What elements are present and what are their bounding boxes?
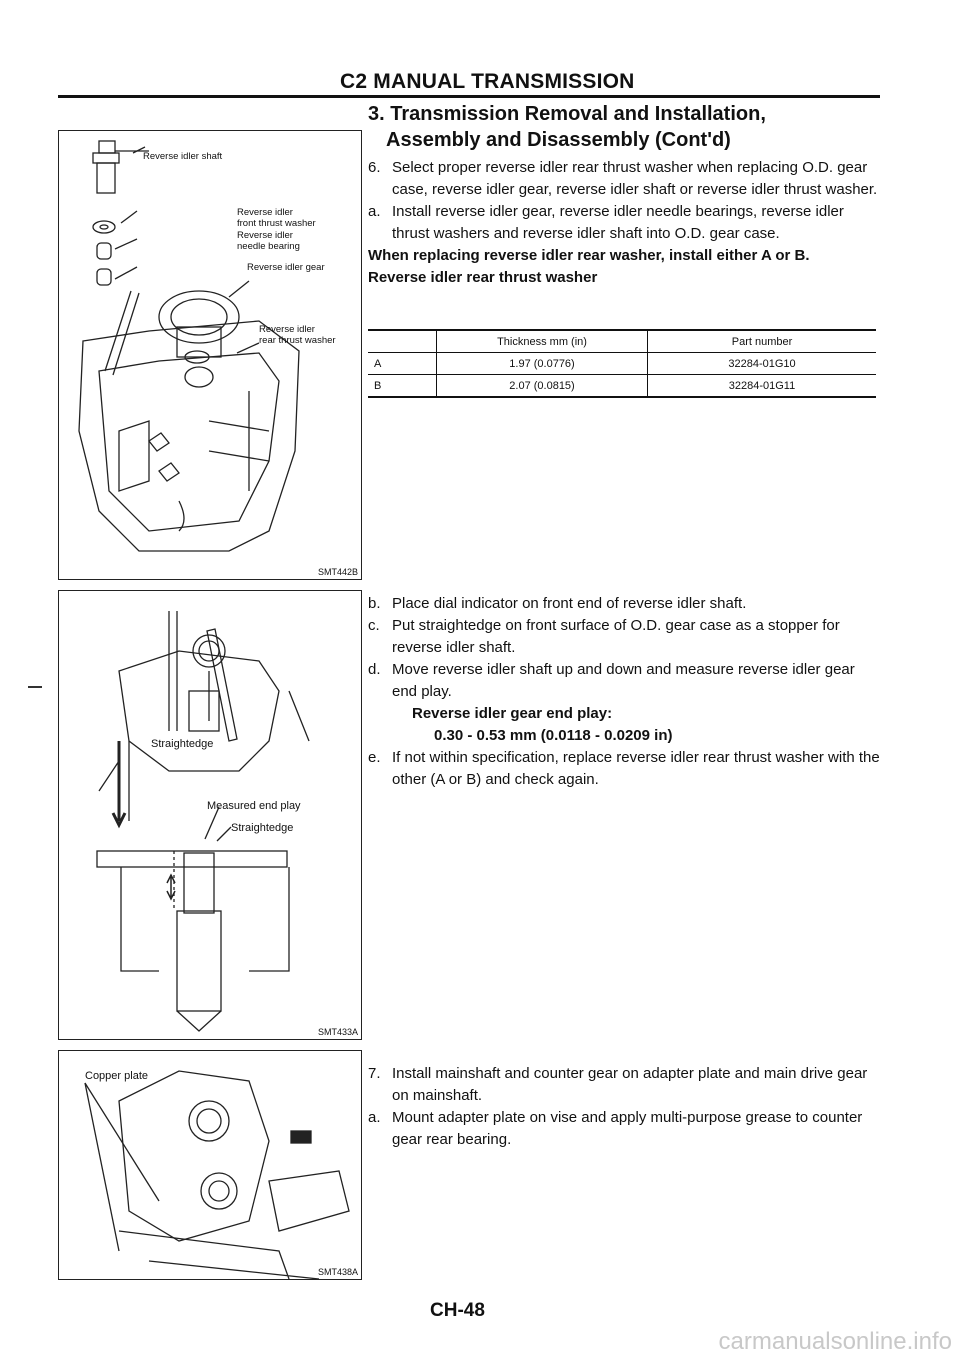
reverse-idler-parts-drawing [59, 131, 361, 579]
table-header-cell: Thickness mm (in) [437, 330, 648, 353]
step-d [368, 659, 880, 703]
callout-reverse-idler-needle-2: needle bearing [237, 241, 300, 252]
figure-adapter-plate-vise [58, 1050, 362, 1280]
step-number: 7. [368, 1065, 381, 1082]
figure-reverse-idler-parts [58, 130, 362, 580]
table-header-cell: Part number [648, 330, 877, 353]
step-text: Select proper reverse idler rear thrust washer when replacing O.D. gear case, reverse idler gear, reverse idler shaft or reverse idler thrust washer. [392, 159, 878, 198]
step-text: Place dial indicator on front end of reverse idler shaft. [392, 595, 747, 612]
step-number: e. [368, 749, 381, 766]
page-header-title: C2 MANUAL TRANSMISSION [340, 70, 635, 93]
end-play-measurement-drawing [59, 591, 361, 1039]
table-cell: B [368, 375, 437, 398]
step-6 [368, 157, 880, 201]
section-title [368, 101, 888, 153]
step-number: c. [368, 617, 380, 634]
instructions-block-1 [368, 157, 880, 289]
table-row [368, 353, 876, 375]
step-text: Move reverse idler shaft up and down and measure reverse idler gear end play. [392, 661, 855, 700]
washer-table [368, 329, 876, 398]
page-number: CH-48 [430, 1300, 485, 1321]
instructions-block-3 [368, 1063, 880, 1151]
step-text: Install reverse idler gear, reverse idler needle bearings, reverse idler thrust washers and reverse idler shaft into O.D. gear case. [392, 203, 844, 242]
step-text: If not within specification, replace reverse idler rear thrust washer with the other (A or B) and check again. [392, 749, 880, 788]
washer-table-caption: Reverse idler rear thrust washer [368, 269, 598, 286]
step-number: b. [368, 595, 381, 612]
step-text: Install mainshaft and counter gear on adapter plate and main drive gear on mainshaft. [392, 1065, 868, 1104]
figure-code: SMT442B [317, 567, 358, 577]
step-number: a. [368, 1109, 381, 1126]
step-number: 6. [368, 159, 381, 176]
margin-mark [28, 686, 42, 688]
callout-reverse-idler-needle-1: Reverse idler [237, 230, 293, 241]
table-cell: 1.97 (0.0776) [437, 353, 648, 375]
table-header-cell [368, 330, 437, 353]
figure-code: SMT438A [317, 1267, 358, 1277]
step-c [368, 615, 880, 659]
table-cell: 2.07 (0.0815) [437, 375, 648, 398]
adapter-plate-drawing [59, 1051, 361, 1279]
step-a [368, 201, 880, 245]
table-row [368, 375, 876, 398]
spec-label: Reverse idler gear end play: [412, 705, 613, 722]
callout-reverse-idler-front-washer-1: Reverse idler [237, 207, 293, 218]
header-rule [58, 95, 880, 98]
callout-reverse-idler-gear: Reverse idler gear [247, 262, 325, 273]
step-a-mount [368, 1107, 880, 1151]
step-b [368, 593, 880, 615]
step-7 [368, 1063, 880, 1107]
spec-value: 0.30 - 0.53 mm (0.0118 - 0.0209 in) [434, 727, 673, 744]
watermark: carmanualsonline.info [718, 1328, 952, 1355]
replacement-note: When replacing reverse idler rear washer, install either A or B. [368, 247, 810, 264]
instructions-block-2 [368, 593, 880, 791]
callout-measured-end-play: Measured end play [207, 800, 301, 812]
step-text: Mount adapter plate on vise and apply multi-purpose grease to counter gear rear bearing. [392, 1109, 863, 1148]
callout-straightedge-bottom: Straightedge [231, 822, 294, 834]
table-cell: 32284-01G11 [648, 375, 877, 398]
section-title-line1: 3. Transmission Removal and Installation, [368, 103, 766, 125]
table-header-row [368, 330, 876, 353]
callout-reverse-idler-shaft: Reverse idler shaft [143, 151, 223, 162]
step-number: a. [368, 203, 381, 220]
table-cell: 32284-01G10 [648, 353, 877, 375]
callout-copper-plate: Copper plate [85, 1070, 148, 1082]
table-cell: A [368, 353, 437, 375]
figure-code: SMT433A [317, 1027, 358, 1037]
step-e [368, 747, 880, 791]
callout-straightedge-top: Straightedge [151, 738, 214, 750]
step-number: d. [368, 661, 381, 678]
figure-end-play-measurement [58, 590, 362, 1040]
step-text: Put straightedge on front surface of O.D. gear case as a stopper for reverse idler shaft. [392, 617, 840, 656]
section-title-line2: Assembly and Disassembly (Cont'd) [386, 129, 731, 151]
callout-reverse-idler-front-washer-2: front thrust washer [237, 218, 316, 229]
callout-reverse-idler-rear-washer-1: Reverse idler [259, 324, 315, 335]
callout-reverse-idler-rear-washer-2: rear thrust washer [259, 335, 336, 346]
